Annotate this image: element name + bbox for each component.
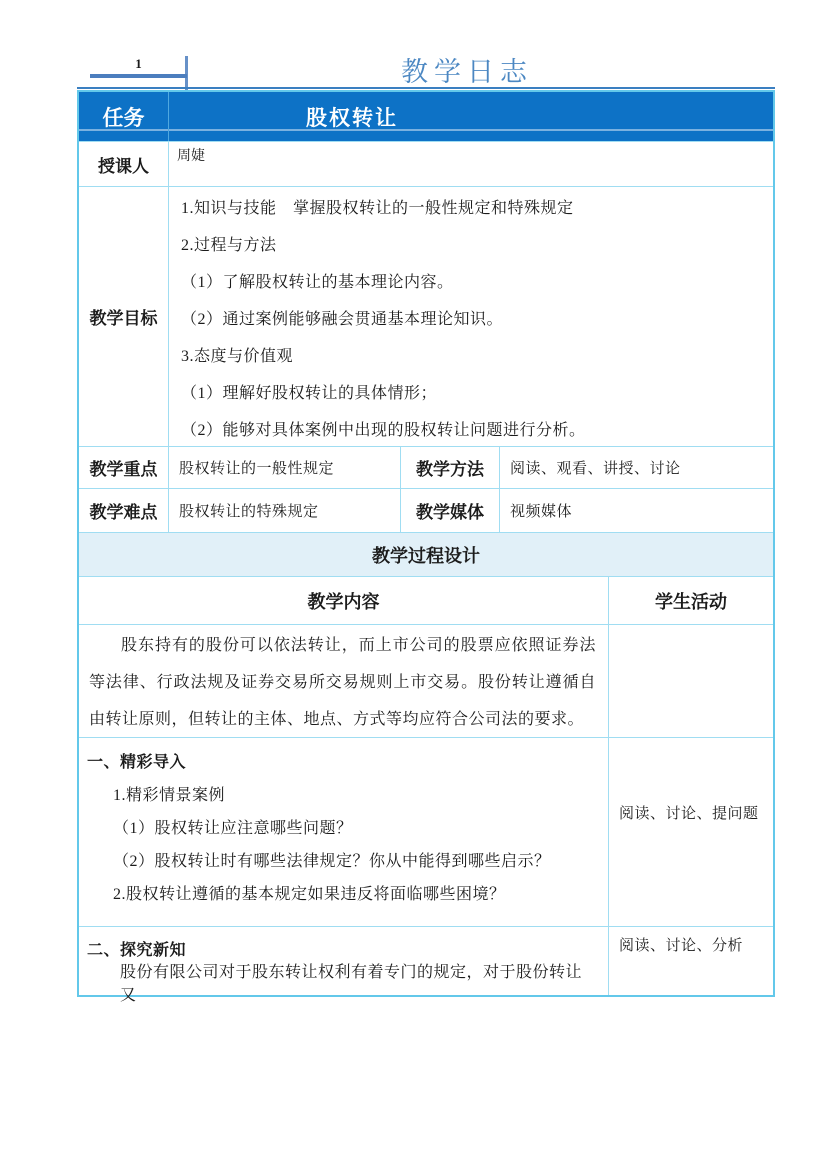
media-label: 教学媒体 — [401, 489, 500, 532]
task-row-filler — [535, 92, 773, 141]
content-column-header: 教学内容 — [79, 577, 609, 624]
overview-activity-cell — [609, 625, 773, 737]
section1-heading: 一、精彩导入 — [87, 754, 187, 771]
section2-content-cell — [79, 927, 609, 1004]
goals-row — [79, 187, 773, 447]
goal-line: （1）了解股权转让的基本理论内容。 — [181, 274, 454, 291]
overview-paragraph: 股东持有的股份可以依法转让，而上市公司的股票应依照证券法等法律、行政法规及证券交易所交易规则上市交易。股份转让遵循自由转让原则，但转让的主体、地点、方式等均应符合公司法的要求。 — [89, 637, 596, 728]
task-value: 股权转让 — [306, 106, 398, 130]
goal-line: 2.过程与方法 — [181, 237, 277, 254]
section1-line: （1）股权转让应注意哪些问题？ — [113, 820, 353, 837]
difficulty-value: 股权转让的特殊规定 — [169, 489, 401, 532]
section2-body: 股份有限公司对于股东转让权利有着专门的规定，对于股份转让又 — [120, 963, 583, 1004]
instructor-label: 授课人 — [79, 142, 169, 186]
difficulty-label: 教学难点 — [79, 489, 169, 532]
focus-value: 股权转让的一般性规定 — [169, 447, 401, 488]
focus-method-row — [79, 447, 773, 489]
method-label: 教学方法 — [401, 447, 500, 488]
section2-row — [79, 927, 773, 1004]
section1-line: 2.股权转让遵循的基本规定如果违反将面临哪些困境？ — [113, 886, 506, 903]
page-number: 1 — [135, 56, 142, 71]
activity-column-header: 学生活动 — [655, 591, 727, 612]
media-value: 视频媒体 — [510, 504, 573, 520]
overview-row — [79, 625, 773, 738]
section1-line: 1.精彩情景案例 — [113, 787, 226, 804]
task-row — [79, 92, 773, 142]
section1-activity: 阅读、讨论、提问题 — [619, 806, 759, 822]
goals-content — [169, 187, 773, 446]
goal-line: （1）理解好股权转让的具体情形； — [181, 385, 438, 402]
document-title: 教学日志 — [401, 57, 533, 87]
section1-row — [79, 738, 773, 927]
section2-heading: 二、探究新知 — [87, 942, 187, 959]
section2-activity: 阅读、讨论、分析 — [619, 938, 744, 954]
section1-line: （2）股权转让时有哪些法律规定？你从中能得到哪些启示？ — [113, 853, 551, 870]
title-underline — [77, 87, 775, 89]
goal-line: 3.态度与价值观 — [181, 348, 294, 365]
task-label: 任务 — [79, 92, 169, 141]
instructor-row — [79, 142, 773, 187]
column-header-row — [79, 577, 773, 625]
goal-line: （2）能够对具体案例中出现的股权转让问题进行分析。 — [181, 422, 586, 439]
method-value: 阅读、观看、讲授、讨论 — [510, 461, 681, 477]
goals-label: 教学目标 — [79, 187, 169, 446]
process-design-banner: 教学过程设计 — [79, 533, 773, 577]
section1-content-cell — [79, 738, 609, 926]
focus-label: 教学重点 — [79, 447, 169, 488]
goal-line: 1.知识与技能 掌握股权转让的一般性规定和特殊规定 — [181, 200, 574, 217]
goal-line: （2）通过案例能够融会贯通基本理论知识。 — [181, 311, 504, 328]
overview-content-cell — [79, 625, 609, 737]
instructor-value: 周婕 — [177, 149, 205, 164]
lesson-plan-table — [77, 90, 775, 1004]
difficulty-media-row — [79, 489, 773, 533]
